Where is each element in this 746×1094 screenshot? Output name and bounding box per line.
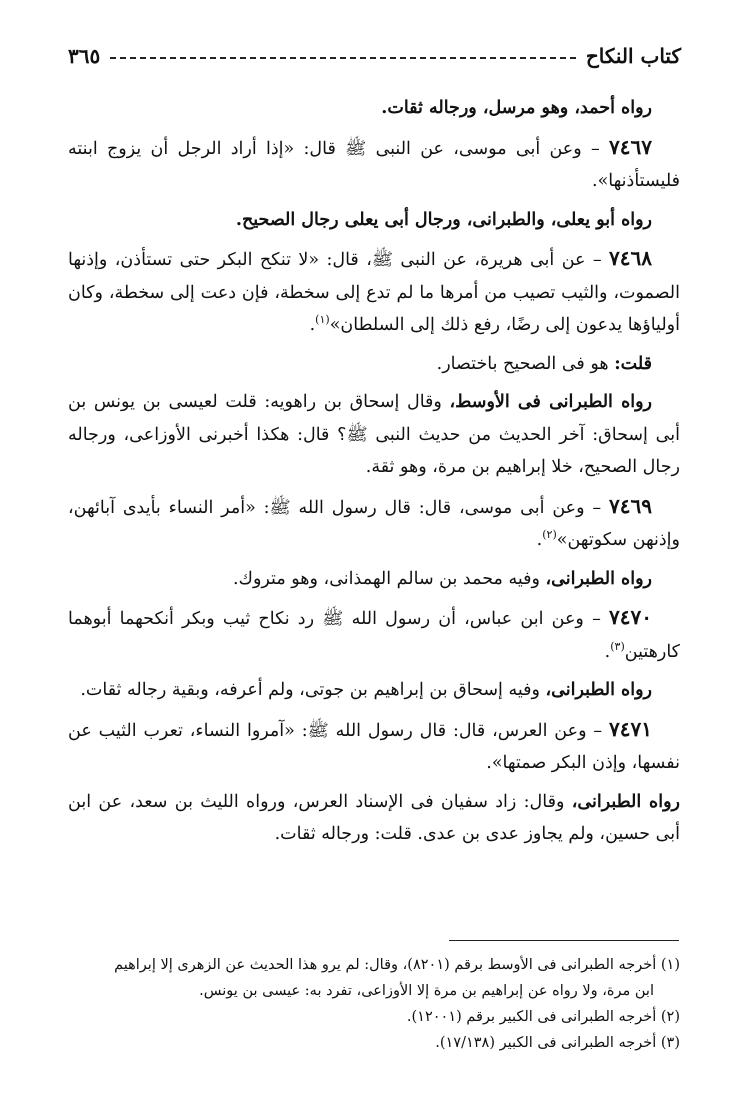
hadith-7467: [68, 131, 680, 198]
footnote-divider: [449, 940, 679, 941]
paragraph-1: رواه أحمد، وهو مرسل، ورجاله ثقات.: [381, 98, 652, 118]
hadith-7468: ٧٤٦٨ – عن أبى هريرة، عن النبى ﷺ، قال: «لا تنكح البكر حتى تستأذن، وإذنها الصموت، والثيب تصيب من أمرها ما لم تدع إلى سخطة، فإن دعت إلى سخطة، وكان أولياؤها يدعون إلى رضًا، رفع ذلك إلى السلطان»$^{(١)}$.: [68, 246, 680, 335]
footnote-ref: (١): [315, 313, 330, 327]
header-rule: [110, 57, 576, 59]
paragraph-8: رواه الطبرانى، وفيه محمد بن سالم الهمذانى، وهو متروك.: [232, 568, 652, 589]
footnote-1: (١) أخرجه الطبرانى فى الأوسط برقم (٨٢٠١)، وقال: لم يرو هذا الحديث عن الزهرى إلا إبراهيم: [114, 957, 680, 973]
lead-text: رواه الطبرانى،: [545, 680, 652, 700]
lead-text: رواه الطبرانى فى الأوسط،: [449, 392, 653, 412]
hadith-number: ٧٤٦٨: [609, 246, 652, 270]
chapter-title: كتاب النكاح: [585, 44, 681, 68]
paragraph-10: رواه الطبرانى، وفيه إسحاق بن إبراهيم بن جوتى، ولم أعرفه، وبقية رجاله ثقات.: [80, 680, 652, 700]
hadith-text: – وعن ابن عباس، أن رسول الله ﷺ رد نكاح ثيب وبكر أنكحهما أبوهما كارهتين: [68, 609, 680, 662]
main-text: [68, 92, 680, 857]
paragraph-12: رواه الطبرانى، وقال: زاد سفيان فى الإسناد العرس، ورواه الليث بن سعد، عن ابن أبى حسين، ولم يجاوز عدى بن عدى. قلت: ورجاله ثقات.: [68, 791, 680, 844]
footnote-ref: (٢): [542, 528, 557, 542]
lead-text: قلت:: [614, 353, 652, 374]
hadith-text: – وعن العرس، قال: قال رسول الله ﷺ: «آمروا النساء، تعرب الثيب عن نفسها، وإذن البكر صمتها».: [68, 720, 680, 773]
hadith-number: ٧٤٧١: [609, 716, 652, 741]
lead-text: رواه الطبرانى،: [545, 568, 652, 589]
hadith-number: ٧٤٦٧: [609, 134, 652, 159]
hadith-7470: ٧٤٧٠ – وعن ابن عباس، أن رسول الله ﷺ رد نكاح ثيب وبكر أنكحهما أبوهما كارهتين$^{(٣)}$.: [68, 605, 680, 662]
footnote-1-continued: ابن مرة، ولا رواه عن إبراهيم بن مرة إلا الأوزاعى، تفرد به: عيسى بن يونس.: [199, 983, 654, 999]
paragraph-3: رواه أبو يعلى، والطبرانى، ورجال أبى يعلى رجال الصحيح.: [235, 209, 652, 230]
page-number: ٣٦٥: [68, 44, 101, 68]
footnote-ref: (٣): [610, 639, 625, 653]
hadith-text: – وعن أبى موسى، قال: قال رسول الله ﷺ: «أمر النساء بأيدى آبائهن، وإذنهن سكوتهن»: [68, 497, 680, 550]
paragraph-6: رواه الطبرانى فى الأوسط، وقال إسحاق بن راهويه: قلت لعيسى بن يونس بن أبى إسحاق: آخر الحديث من حديث النبى ﷺ؟ قال: هكذا أخبرنى الأوزاعى، ورجاله رجال الصحيح، خلا إبراهيم بن مرة، وهو ثقة.: [68, 392, 680, 477]
footnote-3: (٣) أخرجه الطبرانى فى الكبير (١٧/١٣٨).: [435, 1035, 680, 1051]
footnotes: [66, 952, 680, 1056]
hadith-number: ٧٤٦٩: [609, 493, 652, 518]
lead-text: رواه الطبرانى،: [571, 791, 680, 812]
hadith-7469: ٧٤٦٩ – وعن أبى موسى، قال: قال رسول الله ﷺ: «أمر النساء بأيدى آبائهن، وإذنهن سكوتهن»$^{(٢)}$.: [68, 493, 680, 550]
paragraph-5: قلت: هو فى الصحيح باختصار.: [436, 353, 652, 374]
hadith-text: – وعن أبى موسى، عن النبى ﷺ قال: «إذا أراد الرجل أن يزوج ابنته فليستأذنها».: [68, 138, 680, 191]
hadith-number: ٧٤٧٠: [609, 605, 652, 629]
hadith-text: – عن أبى هريرة، عن النبى ﷺ، قال: «لا تنكح البكر حتى تستأذن، وإذنها الصموت، والثيب تصيب من أمرها ما لم تدع إلى سخطة، فإن دعت إلى سخطة، وكان أولياؤها يدعون إلى رضًا، رفع ذلك إلى السلطان»: [68, 250, 680, 335]
hadith-7471: [68, 713, 680, 780]
footnote-2: (٢) أخرجه الطبرانى فى الكبير برقم (١٢٠٠١).: [406, 1009, 680, 1025]
running-header: [68, 44, 681, 68]
